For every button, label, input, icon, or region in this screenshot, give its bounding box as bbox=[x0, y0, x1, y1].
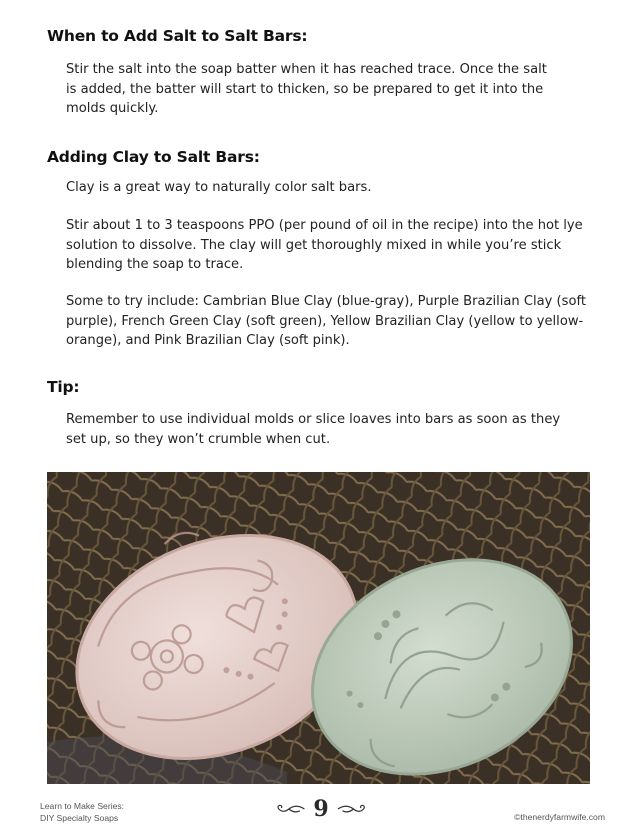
flourish-left-icon bbox=[276, 802, 305, 816]
salt-bars-photo bbox=[47, 472, 590, 784]
heading-tip: Tip: bbox=[47, 378, 80, 396]
paragraph-when-to-add-salt: Stir the salt into the soap batter when it has reached trace. Once the salt is added, the batter will start to thicken, so be prepared to get it into the molds quickly. bbox=[66, 62, 547, 116]
footer-series-line1: Learn to Make Series: bbox=[40, 801, 125, 811]
paragraph-clay-options: Some to try include: Cambrian Blue Clay (blue-gray), Purple Brazilian Clay (soft purple), French Green Clay (soft green), Yellow Brazilian Clay (yellow to yellow-orange), and Pink Brazilian Clay (soft pink). bbox=[66, 294, 587, 348]
page-number-block bbox=[276, 795, 366, 823]
footer-series bbox=[40, 801, 124, 824]
footer-copyright: ©thenerdyfarmwife.com bbox=[514, 812, 605, 822]
footer-series-line2: DIY Specialty Soaps bbox=[40, 812, 119, 823]
paragraph-tip: Remember to use individual molds or slice loaves into bars as soon as they set up, so they won’t crumble when cut. bbox=[66, 412, 561, 447]
page-number: 9 bbox=[313, 796, 329, 822]
flourish-right-icon bbox=[337, 802, 366, 816]
paragraph-clay-instructions: Stir about 1 to 3 teaspoons PPO (per pound of oil in the recipe) into the hot lye solution to dissolve. The clay will get thoroughly mixed in while you’re stick blending the soap to trace. bbox=[66, 218, 583, 272]
heading-adding-clay: Adding Clay to Salt Bars: bbox=[47, 148, 260, 166]
paragraph-clay-intro: Clay is a great way to naturally color salt bars. bbox=[66, 180, 372, 195]
heading-when-to-add-salt: When to Add Salt to Salt Bars: bbox=[47, 27, 308, 45]
